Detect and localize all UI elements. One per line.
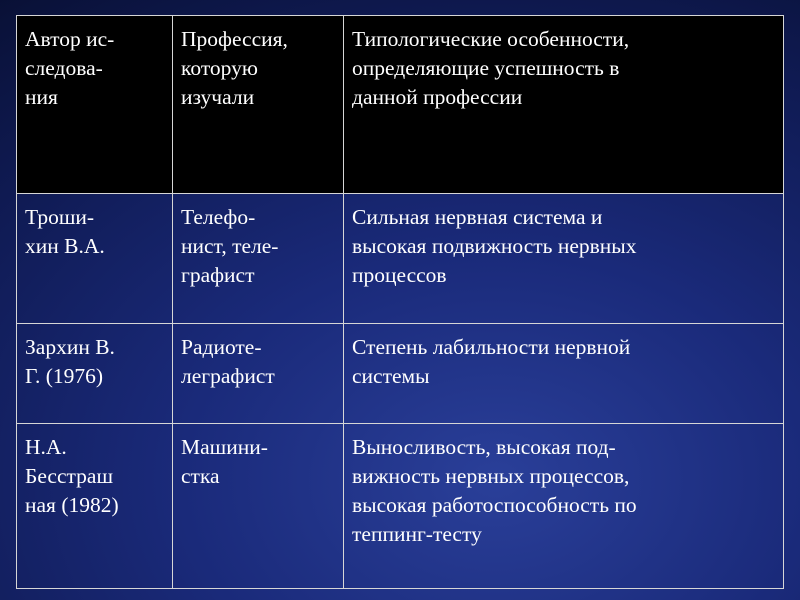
table-header-row	[17, 16, 784, 194]
cell-features: Выносливость, высокая под- вижность нервных процессов, высокая работоспособность по теппинг-тесту	[344, 424, 784, 589]
typology-table	[16, 15, 784, 589]
header-features: Типологические особенности, определяющие успешность в данной профессии	[344, 16, 784, 194]
header-author: Автор ис- следова- ния	[17, 16, 173, 194]
cell-author: Зархин В. Г. (1976)	[17, 324, 173, 424]
cell-author: Троши- хин В.А.	[17, 194, 173, 324]
table-row	[17, 194, 784, 324]
cell-profession: Радиоте- леграфист	[173, 324, 344, 424]
header-profession: Профессия, которую изучали	[173, 16, 344, 194]
cell-profession: Телефо- нист, теле- графист	[173, 194, 344, 324]
cell-features: Степень лабильности нервной системы	[344, 324, 784, 424]
cell-profession: Машини- стка	[173, 424, 344, 589]
cell-features: Сильная нервная система и высокая подвижность нервных процессов	[344, 194, 784, 324]
table-row	[17, 424, 784, 589]
cell-author: Н.А. Бесстраш ная (1982)	[17, 424, 173, 589]
table-row	[17, 324, 784, 424]
